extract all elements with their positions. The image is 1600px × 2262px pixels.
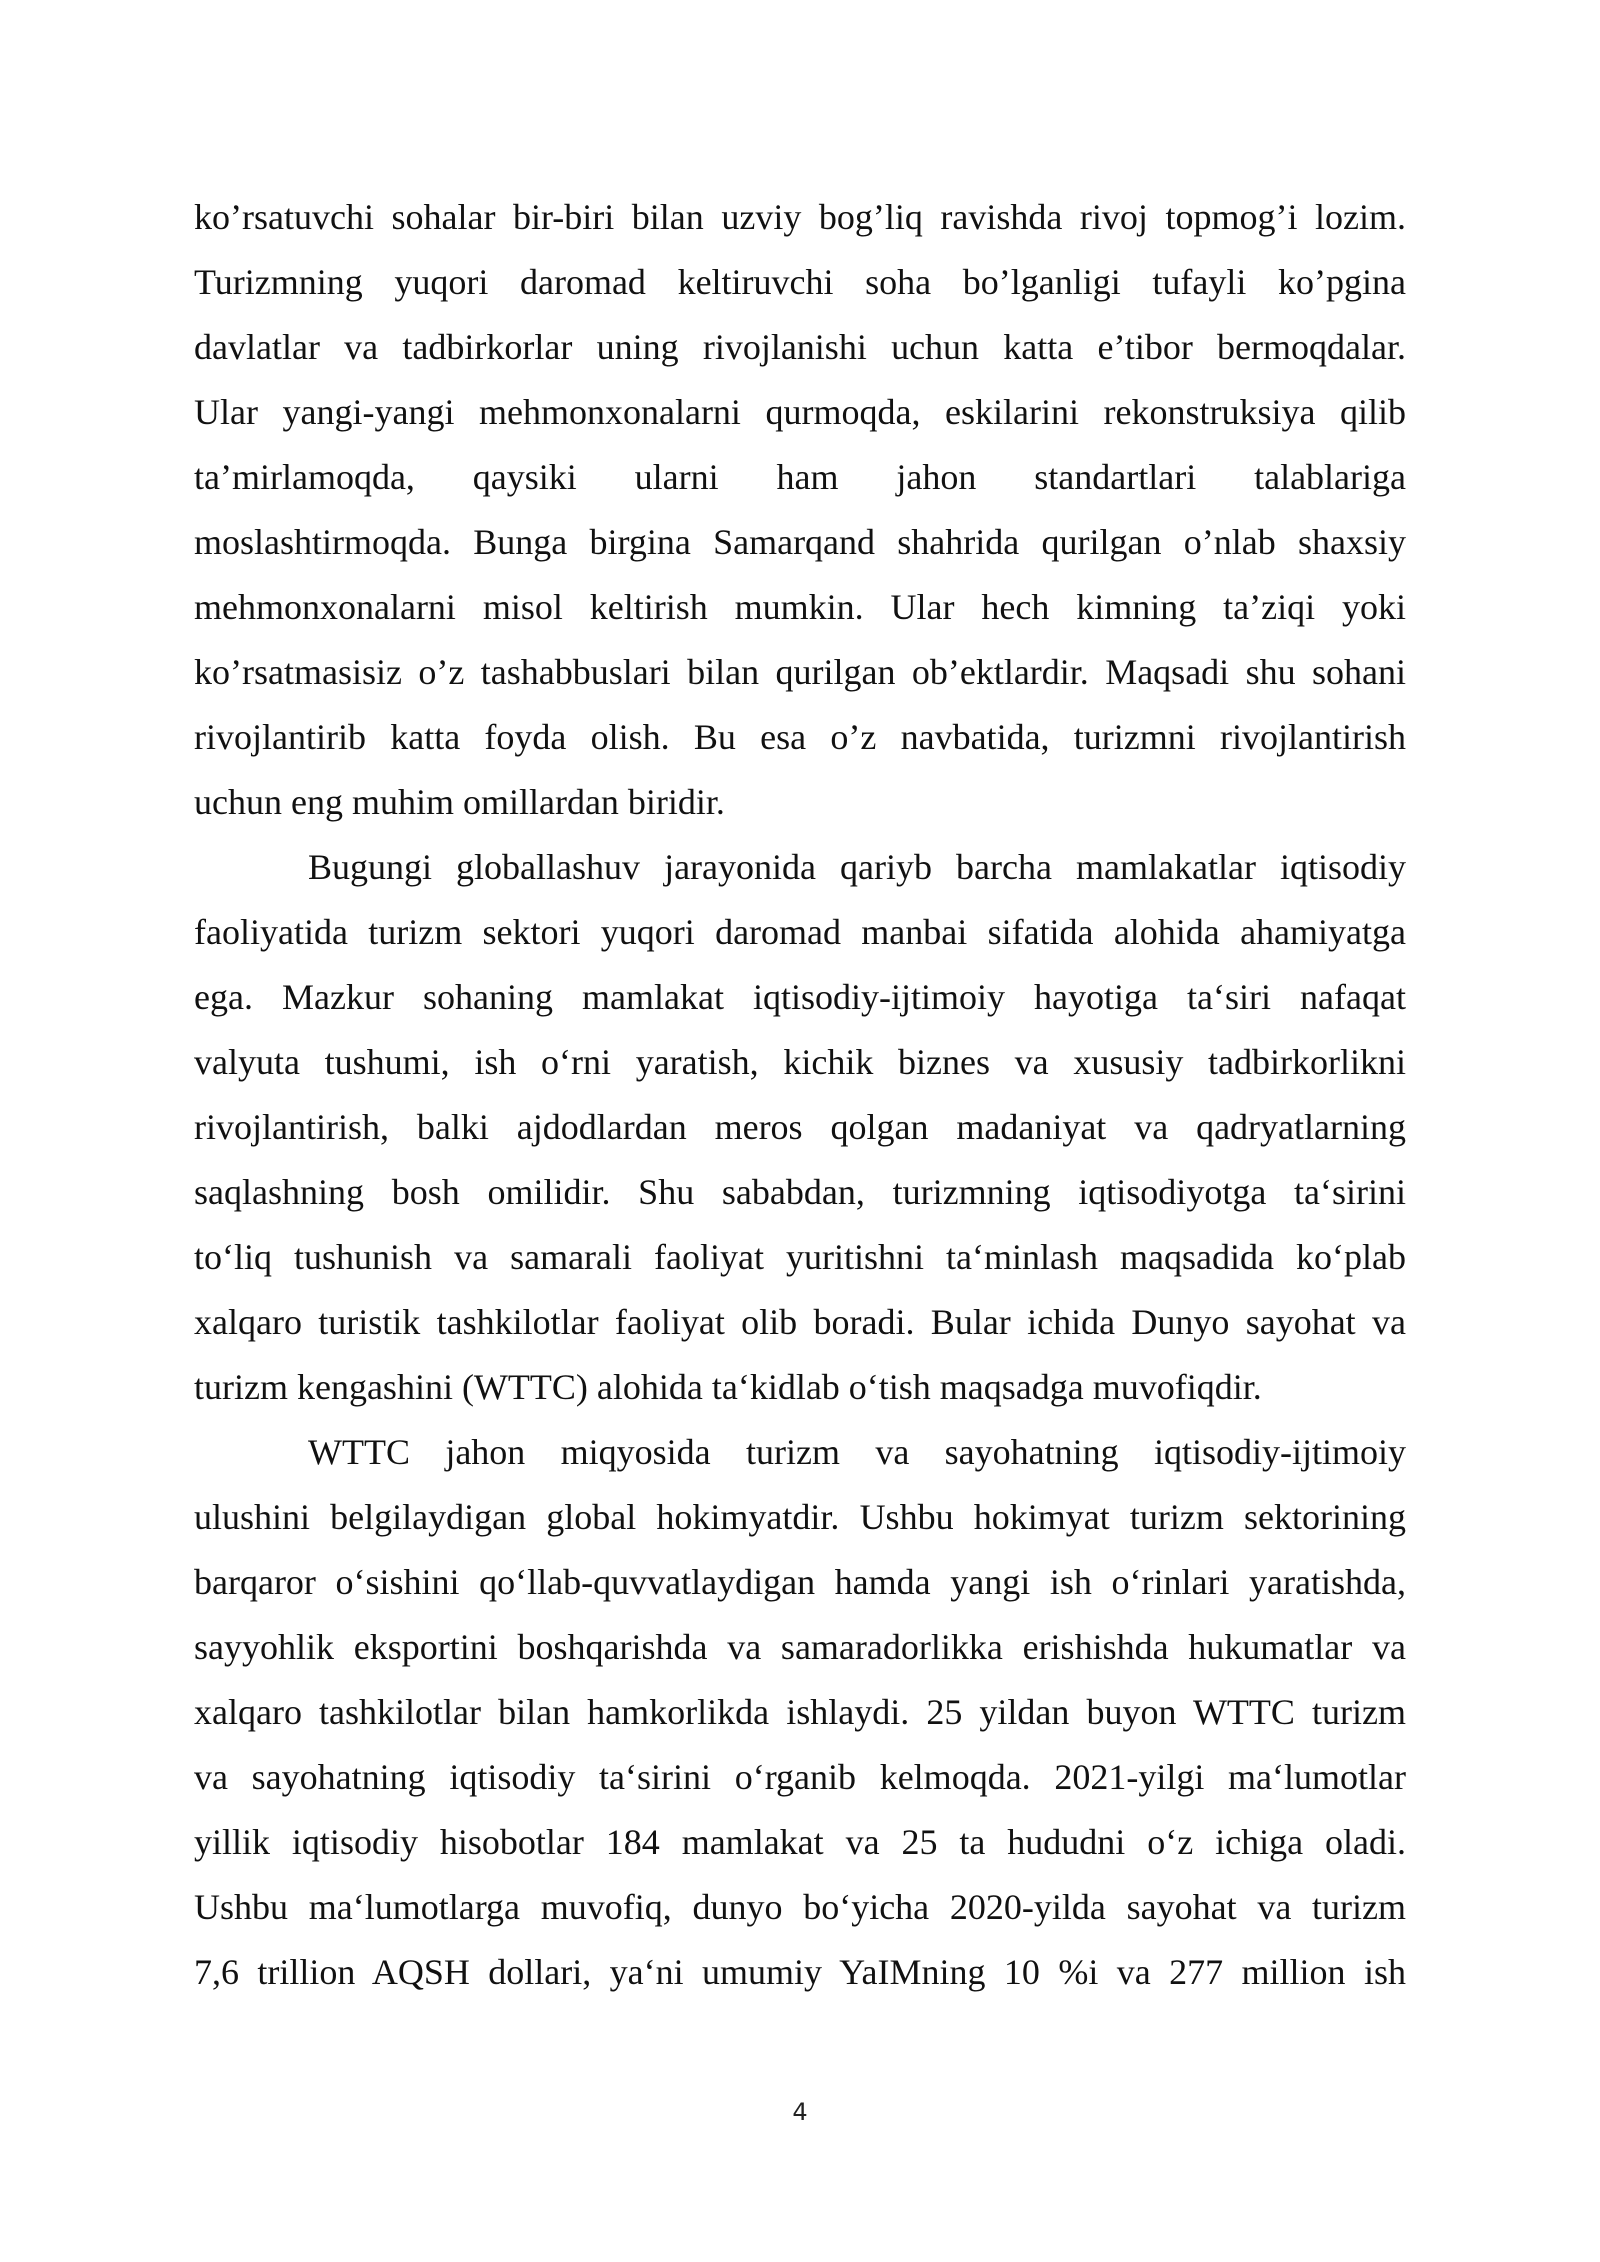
text-line: rivojlantirib katta foyda olish. Bu esa o’z navbatida, turizmni rivojlantirish [194,717,1406,757]
paragraph-3 [194,1420,1406,2005]
text-line: Ular yangi-yangi mehmonxonalarni qurmoqda, eskilarini rekonstruksiya qilib [194,392,1406,432]
text-line: to‘liq tushunish va samarali faoliyat yuritishni ta‘minlash maqsadida ko‘plab [194,1237,1406,1277]
text-line: moslashtirmoqda. Bunga birgina Samarqand shahrida qurilgan o’nlab shaxsiy [194,522,1406,562]
text-line: sayyohlik eksportini boshqarishda va samaradorlikka erishishda hukumatlar va [194,1627,1406,1667]
text-line: faoliyatida turizm sektori yuqori daromad manbai sifatida alohida ahamiyatga [194,912,1406,952]
text-line: barqaror o‘sishini qo‘llab-quvvatlaydigan hamda yangi ish o‘rinlari yaratishda, [194,1562,1406,1602]
text-line: davlatlar va tadbirkorlar uning rivojlanishi uchun katta e’tibor bermoqdalar. [194,327,1406,367]
paragraph-1 [194,185,1406,835]
text-line: Ushbu ma‘lumotlarga muvofiq, dunyo bo‘yicha 2020-yilda sayohat va turizm [194,1887,1406,1927]
text-line: Turizmning yuqori daromad keltiruvchi soha bo’lganligi tufayli ko’pgina [194,262,1406,302]
text-line: mehmonxonalarni misol keltirish mumkin. Ular hech kimning ta’ziqi yoki [194,587,1406,627]
text-line: va sayohatning iqtisodiy ta‘sirini o‘rganib kelmoqda. 2021-yilgi ma‘lumotlar [194,1757,1406,1797]
text-line: xalqaro turistik tashkilotlar faoliyat olib boradi. Bular ichida Dunyo sayohat va [194,1302,1406,1342]
text-line: ta’mirlamoqda, qaysiki ularni ham jahon standartlari talablariga [194,457,1406,497]
text-line: ega. Mazkur sohaning mamlakat iqtisodiy-ijtimoiy hayotiga ta‘siri nafaqat [194,977,1406,1017]
text-line: WTTC jahon miqyosida turizm va sayohatning iqtisodiy-ijtimoiy [308,1432,1406,1472]
text-line: rivojlantirish, balki ajdodlardan meros qolgan madaniyat va qadryatlarning [194,1107,1406,1147]
body-text [194,185,1406,2005]
text-line: turizm kengashini (WTTC) alohida ta‘kidlab o‘tish maqsadga muvofiqdir. [194,1367,1262,1407]
text-line: Bugungi globallashuv jarayonida qariyb barcha mamlakatlar iqtisodiy [308,847,1406,887]
paragraph-2 [194,835,1406,1420]
text-line: uchun eng muhim omillardan biridir. [194,782,725,822]
text-line: yillik iqtisodiy hisobotlar 184 mamlakat va 25 ta hududni o‘z ichiga oladi. [194,1822,1406,1862]
page-number: 4 [792,2098,808,2126]
text-line: xalqaro tashkilotlar bilan hamkorlikda ishlaydi. 25 yildan buyon WTTC turizm [194,1692,1406,1732]
text-line: 7,6 trillion AQSH dollari, ya‘ni umumiy YaIMning 10 %i va 277 million ish [194,1952,1406,1992]
text-line: valyuta tushumi, ish o‘rni yaratish, kichik biznes va xususiy tadbirkorlikni [194,1042,1406,1082]
text-line: ko’rsatuvchi sohalar bir-biri bilan uzviy bog’liq ravishda rivoj topmog’i lozim. [194,197,1406,237]
text-line: ulushini belgilaydigan global hokimyatdir. Ushbu hokimyat turizm sektorining [194,1497,1406,1537]
text-line: saqlashning bosh omilidir. Shu sababdan, turizmning iqtisodiyotga ta‘sirini [194,1172,1406,1212]
text-line: ko’rsatmasisiz o’z tashabbuslari bilan qurilgan ob’ektlardir. Maqsadi shu sohani [194,652,1406,692]
